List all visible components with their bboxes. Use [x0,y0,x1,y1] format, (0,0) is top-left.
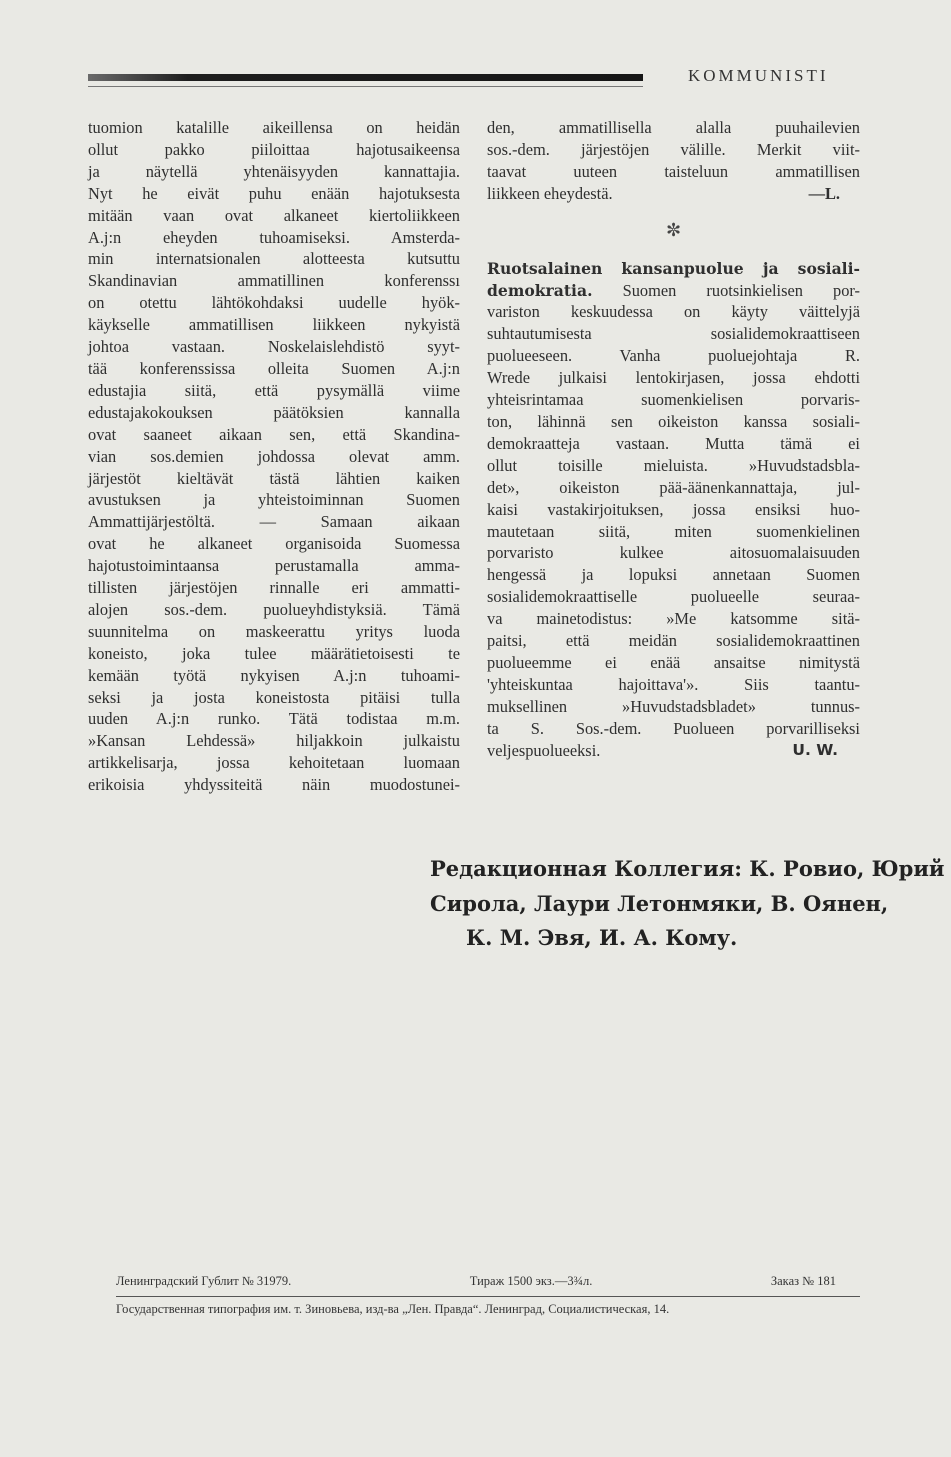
text-line: hajotustoimintaansa perustamalla amma- [88,556,460,576]
asterism-icon: ✼ [665,219,682,240]
text-line: kaisi vastakirjoituksen, jossa ensiksi huo- [487,499,860,519]
text-line: edustajakokouksen päätöksien kannalla [88,402,460,422]
text-line: tuomion katalille aikeillensa on heidän [88,118,460,137]
text-line: ollut toisille mieluista. »Huvudstadsbla- [487,455,860,475]
board-line: К. М. Эвя, И. А. Кому. [466,925,738,950]
text-line: puolueemme ei enää ansaitse nimitystä [487,652,860,672]
text-line: ollut pakko piiloittaa hajotusaikeensa [88,139,460,159]
censor-number: Ленинградский Гублит № 31979. [116,1274,292,1288]
text-line: ja näytellä yhtenäisyyden kannattajia. [88,161,460,181]
left-column [88,117,460,796]
section-heading [487,258,860,280]
signature-line [487,740,860,762]
text-line: Ammattijärjestöltä. — Samaan aikaan [88,512,460,532]
text-line: mautetaan siitä, miten suomenkielinen [487,521,860,541]
print-run: Тираж 1500 экз.—3¾л. [469,1274,593,1288]
text-line: liikkeen eheydestä. [487,183,613,203]
text-line: johtoa vastaan. Noskelaislehdistö syyt- [88,337,460,357]
header-rule [88,74,643,81]
text-line: ovat he alkaneet organisoida Suomessa [88,534,460,554]
heading-text: demokratia. [487,280,593,300]
text-line: sos.-dem. järjestöjen välille. Merkit viit- [487,139,860,159]
text-line: koneisto, joka tulee määrätietoisesti te [88,643,460,663]
printer-line: Государственная типография им. т. Зиновьева, изд-ва „Лен. Правда“. Ленинград, Социалистическая, 14. [116,1302,670,1316]
text-line: avustuksen ja yhteistoiminnan Suomen [88,490,460,510]
text-line: porvaristo kulkee aitosuomalaisuuden [487,543,860,563]
text-line: ovat saaneet aikaan sen, että Skandina- [88,424,460,444]
heading-text: Ruotsalainen kansanpuolue ja sosiali- [487,258,860,278]
text-line: Wrede julkaisi lentokirjasen, jossa ehdotti [487,368,860,388]
text-line [487,280,860,302]
text-line: kemään työtä nykyisen A.j:n tuhoami- [88,665,460,685]
text-line: demokraatteja vastaan. Mutta tämä ei [487,433,860,453]
header-rule-thin [88,86,643,87]
signature-l: —L. [808,183,840,203]
text-line: A.j:n eheyden tuhoamiseksi. Amsterda- [88,227,460,247]
text-line: suunnitelma on maskeerattu yritys luoda [88,621,460,641]
signature-uw: U. W. [792,740,838,759]
signature-line [487,183,860,205]
text-line: puolueeseen. Vanha puoluejohtaja R. [487,346,860,366]
text-line: vian sos.demien johdossa olevat amm. [88,446,460,466]
text-line: ta S. Sos.-dem. Puolueen porvarilliseksi [487,718,860,738]
text-line: den, ammatillisella alalla puuhailevien [487,118,860,137]
text-line: alojen sos.-dem. puolueyhdistyksiä. Tämä [88,599,460,619]
text-line: erikoisia yhdyssiteitä näin muodostunei- [88,775,460,795]
text-fragment: Suomen ruotsinkielisen por- [592,280,860,300]
text-line: tää konferenssissa olleita Suomen A.j:n [88,358,460,378]
text-line: on otettu lähtökohdaksi uudelle hyök- [88,293,460,313]
editorial-board [430,852,945,956]
journal-title: KOMMUNISTI [688,66,829,85]
text-line: det», oikeiston pää-äänenkannattaja, jul- [487,477,860,497]
text-line: va mainetodistus: »Me katsomme sitä- [487,609,860,629]
order-number: Заказ № 181 [770,1274,836,1288]
text-line: uuden A.j:n runko. Tätä todistaa m.m. [88,709,460,729]
text-line: Nyt he eivät puhu enään hajotuksesta [88,183,460,203]
text-line: taavat uuteen taisteluun ammatillisen [487,161,860,181]
text-line: hengessä ja lopuksi annetaan Suomen [487,565,860,585]
text-line: sosialidemokraattiselle puolueelle seuraa- [487,587,860,607]
text-line: mitään vaan ovat alkaneet kiertoliikkeen [88,205,460,225]
board-line: Сирола, Лаури Летонмяки, В. Оянен, [430,890,889,916]
text-line: artikkelisarja, jossa kehoitetaan luomaan [88,753,460,773]
text-line: suhtautumisesta sosialidemokraattiseen [487,324,860,344]
text-line: järjestöt kieltävät tästä lähtien kaiken [88,468,460,488]
text-line: variston keskuudessa on käyty väittelyjä [487,302,860,322]
right-column [487,117,860,761]
text-line: »Kansan Lehdessä» hiljakkoin julkaistu [88,731,460,751]
text-line: seksi ja josta koneistosta pitäisi tulla [88,687,460,707]
board-line: Редакционная Коллегия: К. Ровио, Юрий [430,856,945,881]
text-line: veljespuolueeksi. [487,740,601,760]
imprint-row [116,1274,836,1289]
text-line: Skandinavian ammatillinen konferenssı [88,271,460,291]
text-line: tillisten järjestöjen rinnalle eri ammatti- [88,578,460,598]
text-line: yhteisrintamaa suomenkielisen porvaris- [487,390,860,410]
text-line: ton, lähinnä sen oikeiston kanssa sosiali- [487,411,860,431]
text-line: paitsi, että meidän sosialidemokraattinen [487,631,860,651]
text-line: muksellinen »Huvudstadsbladet» tunnus- [487,696,860,716]
text-line: käykselle ammatillisen liikkeen nykyistä [88,315,460,335]
text-line: 'yhteiskuntaa hajoittava'». Siis taantu- [487,674,860,694]
footer-rule [116,1296,860,1297]
text-line: edustajia siitä, että pysymällä viime [88,380,460,400]
text-line: min internatsionalen alotteesta kutsuttu [88,249,460,269]
